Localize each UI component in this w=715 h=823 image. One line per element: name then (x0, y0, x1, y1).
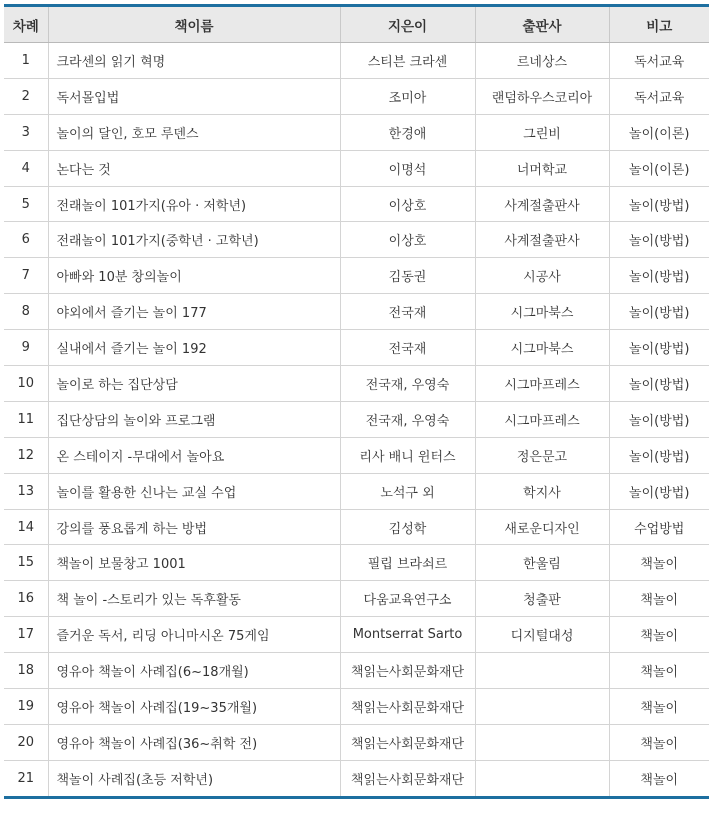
cell-author: 전국재, 우영숙 (340, 366, 475, 402)
cell-note: 놀이(방법) (609, 401, 709, 437)
cell-no: 18 (4, 653, 48, 689)
cell-no: 2 (4, 78, 48, 114)
cell-author: 이상호 (340, 222, 475, 258)
cell-title: 영유아 책놀이 사례집(36~취학 전) (48, 724, 340, 760)
table-header (4, 6, 709, 43)
cell-author: 리사 배니 윈터스 (340, 437, 475, 473)
cell-title: 전래놀이 101가지(중학년 · 고학년) (48, 222, 340, 258)
cell-publisher (475, 724, 609, 760)
cell-author: 김동권 (340, 258, 475, 294)
table-row (4, 617, 709, 653)
cell-no: 16 (4, 581, 48, 617)
cell-title: 논다는 것 (48, 150, 340, 186)
cell-note: 놀이(방법) (609, 473, 709, 509)
cell-note: 책놀이 (609, 760, 709, 797)
table-row (4, 581, 709, 617)
cell-note: 독서교육 (609, 78, 709, 114)
table-row (4, 114, 709, 150)
cell-note: 책놀이 (609, 724, 709, 760)
cell-author: 책읽는사회문화재단 (340, 689, 475, 725)
table-row (4, 294, 709, 330)
cell-author: Montserrat Sarto (340, 617, 475, 653)
cell-note: 놀이(이론) (609, 150, 709, 186)
cell-title: 야외에서 즐기는 놀이 177 (48, 294, 340, 330)
cell-author: 다움교육연구소 (340, 581, 475, 617)
cell-publisher (475, 760, 609, 797)
cell-author: 이명석 (340, 150, 475, 186)
cell-title: 실내에서 즐기는 놀이 192 (48, 330, 340, 366)
book-list-table-wrapper (4, 4, 709, 799)
cell-title: 독서몰입법 (48, 78, 340, 114)
table-row (4, 437, 709, 473)
table-row (4, 509, 709, 545)
cell-title: 놀이의 달인, 호모 루덴스 (48, 114, 340, 150)
cell-note: 놀이(방법) (609, 186, 709, 222)
cell-no: 14 (4, 509, 48, 545)
cell-publisher: 사계절출판사 (475, 186, 609, 222)
cell-title: 아빠와 10분 창의놀이 (48, 258, 340, 294)
cell-note: 놀이(이론) (609, 114, 709, 150)
table-row (4, 78, 709, 114)
table-row (4, 150, 709, 186)
cell-no: 10 (4, 366, 48, 402)
cell-note: 책놀이 (609, 653, 709, 689)
cell-no: 7 (4, 258, 48, 294)
cell-author: 책읽는사회문화재단 (340, 760, 475, 797)
table-row (4, 186, 709, 222)
header-row (4, 6, 709, 43)
table-row (4, 43, 709, 79)
cell-author: 노석구 외 (340, 473, 475, 509)
cell-title: 크라센의 읽기 혁명 (48, 43, 340, 79)
cell-author: 김성학 (340, 509, 475, 545)
cell-note: 책놀이 (609, 689, 709, 725)
cell-title: 놀이로 하는 집단상담 (48, 366, 340, 402)
cell-note: 수업방법 (609, 509, 709, 545)
table-row (4, 366, 709, 402)
table-row (4, 760, 709, 797)
table-row (4, 258, 709, 294)
cell-no: 3 (4, 114, 48, 150)
cell-publisher: 한울림 (475, 545, 609, 581)
cell-note: 놀이(방법) (609, 330, 709, 366)
table-row (4, 545, 709, 581)
header-note: 비고 (609, 6, 709, 43)
cell-publisher: 그린비 (475, 114, 609, 150)
cell-publisher: 너머학교 (475, 150, 609, 186)
cell-no: 21 (4, 760, 48, 797)
cell-author: 전국재 (340, 330, 475, 366)
cell-no: 19 (4, 689, 48, 725)
header-author: 지은이 (340, 6, 475, 43)
cell-publisher (475, 653, 609, 689)
cell-publisher (475, 689, 609, 725)
cell-publisher: 르네상스 (475, 43, 609, 79)
cell-title: 책놀이 보물창고 1001 (48, 545, 340, 581)
cell-publisher: 랜덤하우스코리아 (475, 78, 609, 114)
table-row (4, 653, 709, 689)
cell-title: 온 스테이지 -무대에서 놀아요 (48, 437, 340, 473)
table-row (4, 222, 709, 258)
cell-no: 13 (4, 473, 48, 509)
cell-note: 책놀이 (609, 617, 709, 653)
cell-no: 20 (4, 724, 48, 760)
table-row (4, 473, 709, 509)
cell-title: 전래놀이 101가지(유아 · 저학년) (48, 186, 340, 222)
cell-note: 놀이(방법) (609, 366, 709, 402)
book-list-table (4, 4, 709, 799)
table-row (4, 401, 709, 437)
cell-publisher: 새로운디자인 (475, 509, 609, 545)
cell-no: 9 (4, 330, 48, 366)
cell-author: 조미아 (340, 78, 475, 114)
cell-note: 책놀이 (609, 581, 709, 617)
cell-title: 즐거운 독서, 리딩 아니마시온 75게임 (48, 617, 340, 653)
cell-publisher: 시공사 (475, 258, 609, 294)
cell-publisher: 청출판 (475, 581, 609, 617)
table-row (4, 330, 709, 366)
cell-no: 5 (4, 186, 48, 222)
cell-note: 책놀이 (609, 545, 709, 581)
cell-publisher: 사계절출판사 (475, 222, 609, 258)
cell-no: 4 (4, 150, 48, 186)
header-title: 책이름 (48, 6, 340, 43)
cell-publisher: 학지사 (475, 473, 609, 509)
cell-author: 전국재, 우영숙 (340, 401, 475, 437)
cell-publisher: 시그마북스 (475, 294, 609, 330)
cell-publisher: 디지털대성 (475, 617, 609, 653)
cell-title: 영유아 책놀이 사례집(6~18개월) (48, 653, 340, 689)
cell-no: 12 (4, 437, 48, 473)
cell-title: 집단상담의 놀이와 프로그램 (48, 401, 340, 437)
cell-publisher: 시그마프레스 (475, 366, 609, 402)
header-publisher: 출판사 (475, 6, 609, 43)
cell-author: 스티븐 크라센 (340, 43, 475, 79)
cell-note: 놀이(방법) (609, 437, 709, 473)
cell-no: 11 (4, 401, 48, 437)
cell-author: 필립 브라쇠르 (340, 545, 475, 581)
cell-publisher: 정은문고 (475, 437, 609, 473)
cell-note: 독서교육 (609, 43, 709, 79)
cell-author: 책읽는사회문화재단 (340, 724, 475, 760)
cell-note: 놀이(방법) (609, 222, 709, 258)
table-row (4, 689, 709, 725)
cell-publisher: 시그마프레스 (475, 401, 609, 437)
cell-title: 영유아 책놀이 사례집(19~35개월) (48, 689, 340, 725)
cell-no: 15 (4, 545, 48, 581)
cell-no: 8 (4, 294, 48, 330)
cell-title: 책 놀이 -스토리가 있는 독후활동 (48, 581, 340, 617)
cell-title: 강의를 풍요롭게 하는 방법 (48, 509, 340, 545)
cell-note: 놀이(방법) (609, 294, 709, 330)
table-row (4, 724, 709, 760)
cell-author: 이상호 (340, 186, 475, 222)
cell-publisher: 시그마북스 (475, 330, 609, 366)
cell-no: 1 (4, 43, 48, 79)
cell-no: 17 (4, 617, 48, 653)
cell-author: 한경애 (340, 114, 475, 150)
cell-author: 전국재 (340, 294, 475, 330)
table-body (4, 43, 709, 798)
cell-title: 책놀이 사례집(초등 저학년) (48, 760, 340, 797)
header-no: 차례 (4, 6, 48, 43)
cell-author: 책읽는사회문화재단 (340, 653, 475, 689)
cell-note: 놀이(방법) (609, 258, 709, 294)
cell-title: 놀이를 활용한 신나는 교실 수업 (48, 473, 340, 509)
cell-no: 6 (4, 222, 48, 258)
